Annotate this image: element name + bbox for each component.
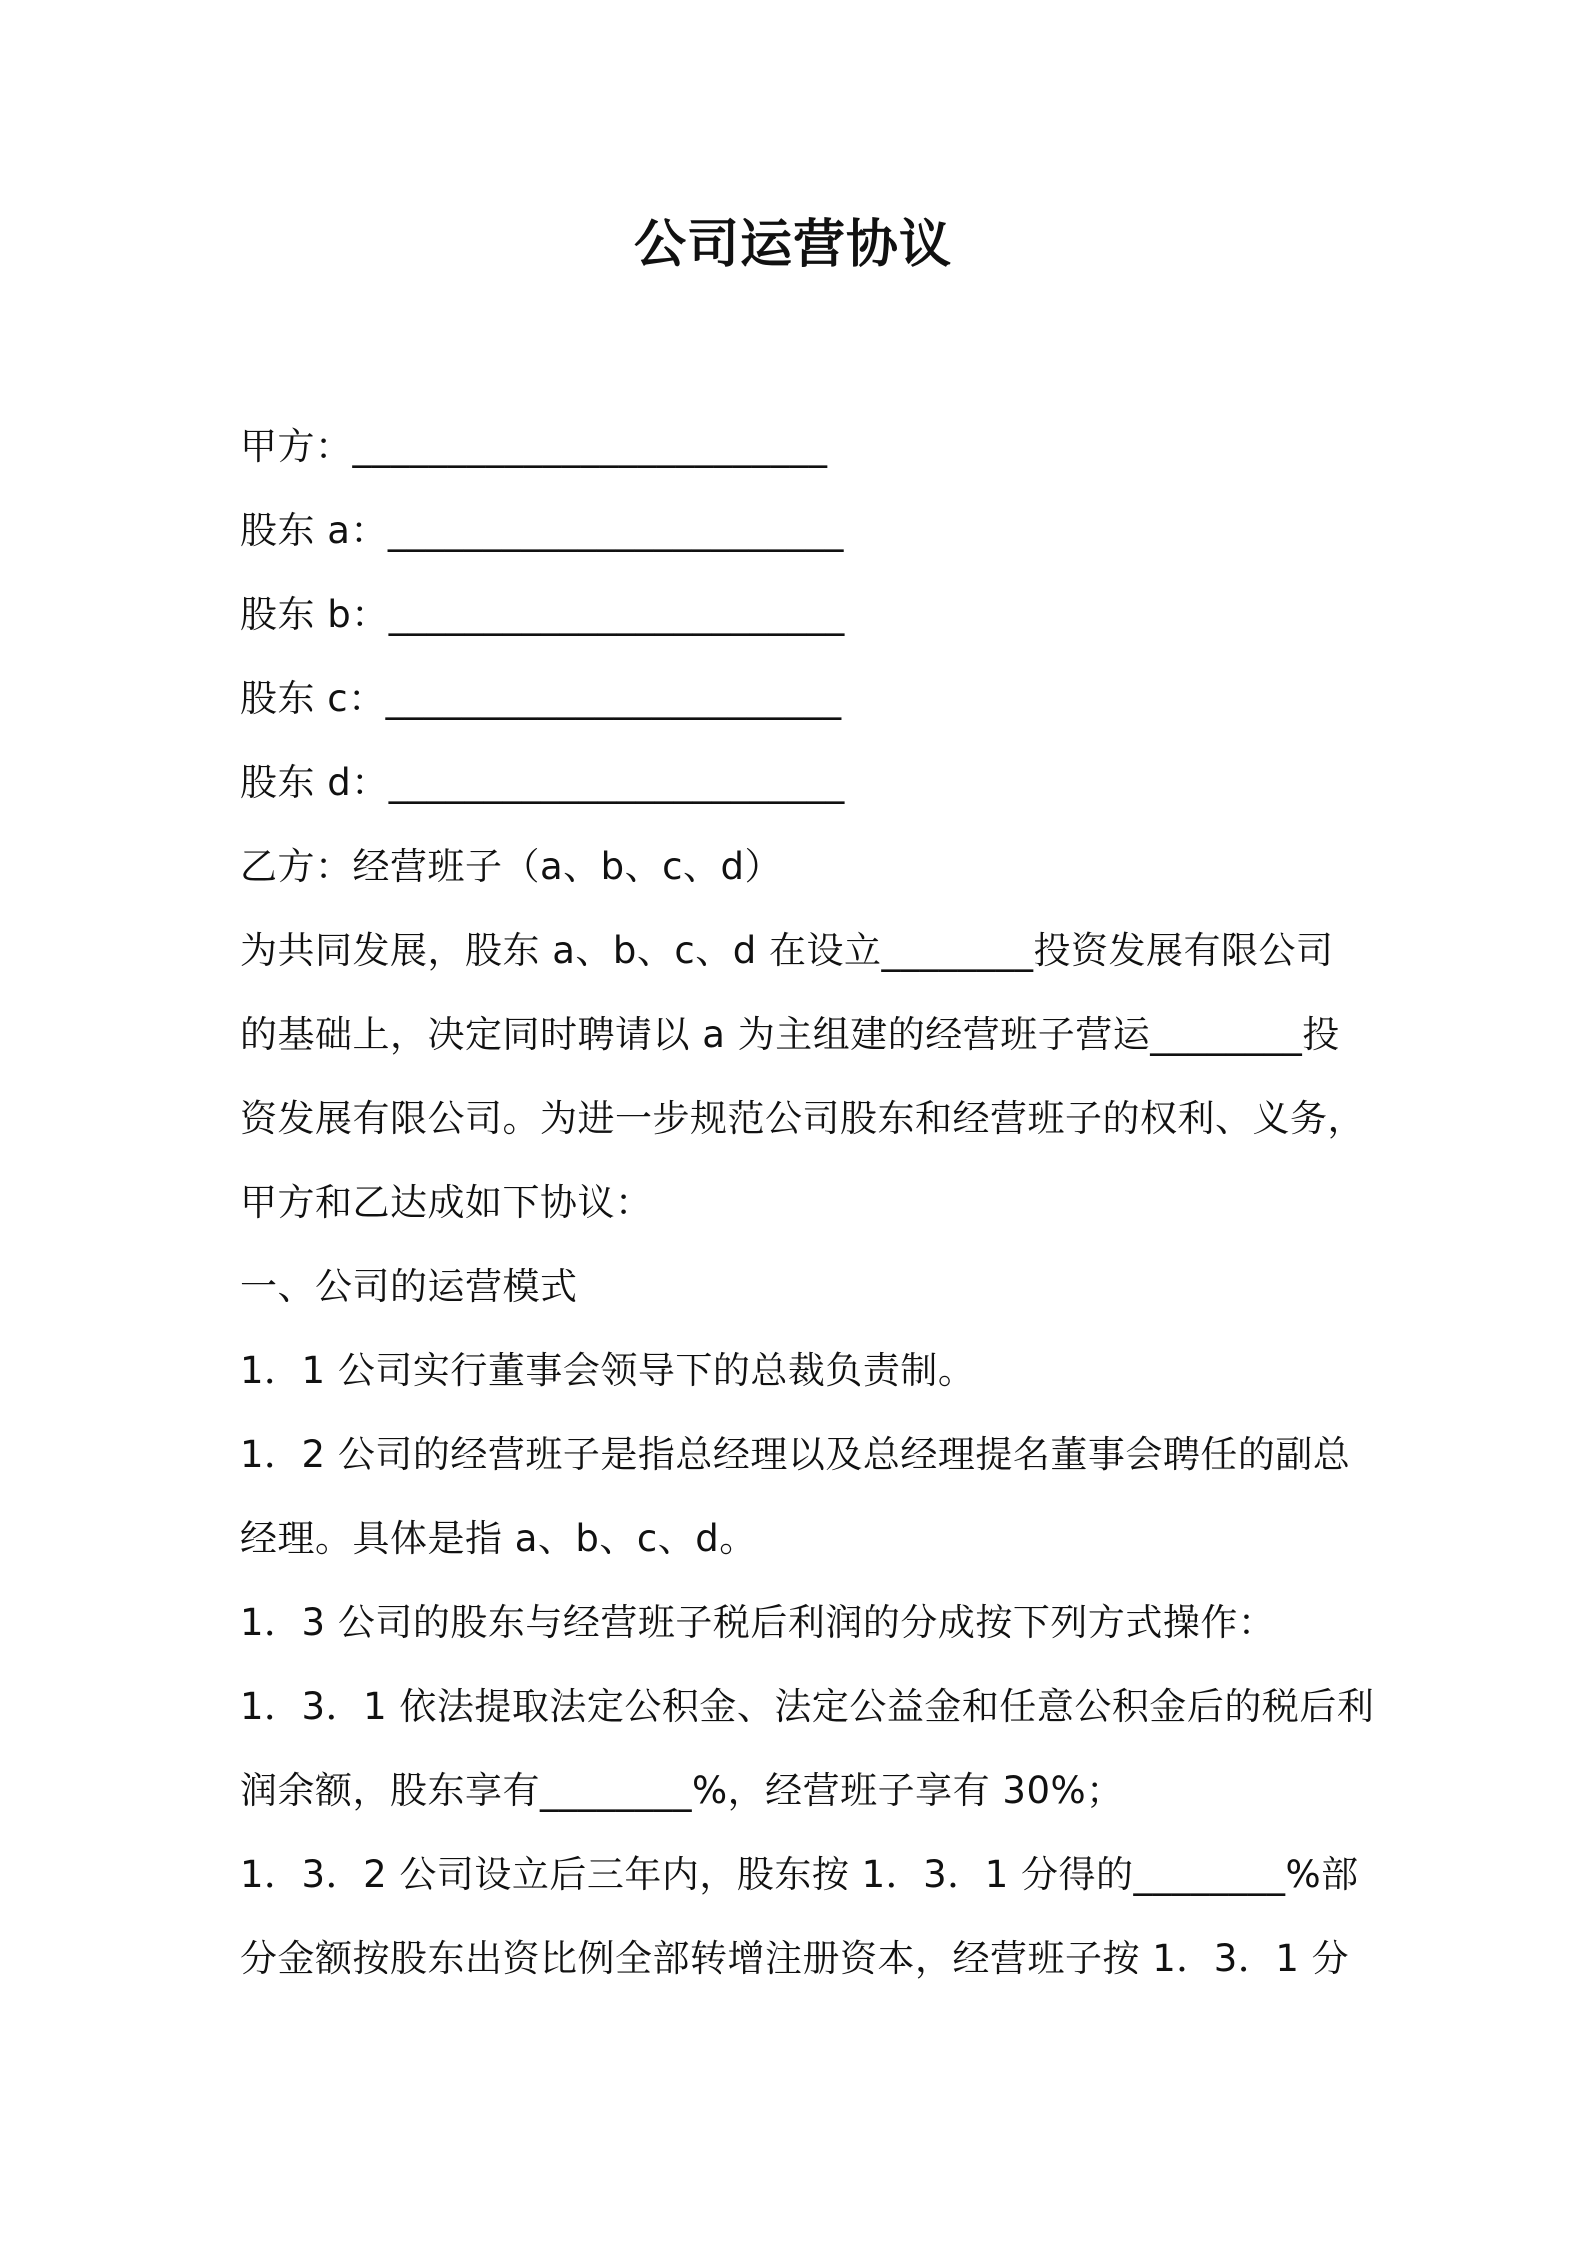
paragraph-line: 的基础上，决定同时聘请以 a 为主组建的经营班子营运________投 [240, 1013, 1340, 1056]
clause-line: 润余额，股东享有________%，经营班子享有 30%； [240, 1769, 1124, 1812]
party-a-line: 甲方：_________________________ [240, 425, 828, 468]
shareholder-c-line: 股东 c：________________________ [240, 677, 842, 720]
clause-line: 1．3．2 公司设立后三年内，股东按 1．3．1 分得的________%部 [240, 1853, 1359, 1896]
document-title: 公司运营协议 [633, 215, 952, 275]
clause-line: 经理。具体是指 a、b、c、d。 [240, 1517, 757, 1560]
shareholder-d-line: 股东 d：________________________ [240, 761, 845, 804]
section-heading: 一、公司的运营模式 [240, 1265, 578, 1308]
clause-line: 分金额按股东出资比例全部转增注册资本，经营班子按 1．3．1 分 [240, 1937, 1350, 1980]
paragraph-line: 资发展有限公司。为进一步规范公司股东和经营班子的权利、义务， [240, 1097, 1365, 1140]
shareholder-b-line: 股东 b：________________________ [240, 593, 845, 636]
clause-line: 1．3．1 依法提取法定公积金、法定公益金和任意公积金后的税后利 [240, 1685, 1375, 1728]
clause-line: 1．1 公司实行董事会领导下的总裁负责制。 [240, 1349, 976, 1392]
paragraph-line: 为共同发展，股东 a、b、c、d 在设立________投资发展有限公司 [240, 929, 1334, 972]
clause-line: 1．3 公司的股东与经营班子税后利润的分成按下列方式操作： [240, 1601, 1276, 1644]
document-body [240, 405, 1375, 2001]
clause-line: 1．2 公司的经营班子是指总经理以及总经理提名董事会聘任的副总 [240, 1433, 1351, 1476]
shareholder-a-line: 股东 a：________________________ [240, 509, 844, 552]
paragraph-line: 甲方和乙达成如下协议： [240, 1181, 653, 1224]
party-b-line: 乙方：经营班子（a、b、c、d） [240, 845, 782, 888]
